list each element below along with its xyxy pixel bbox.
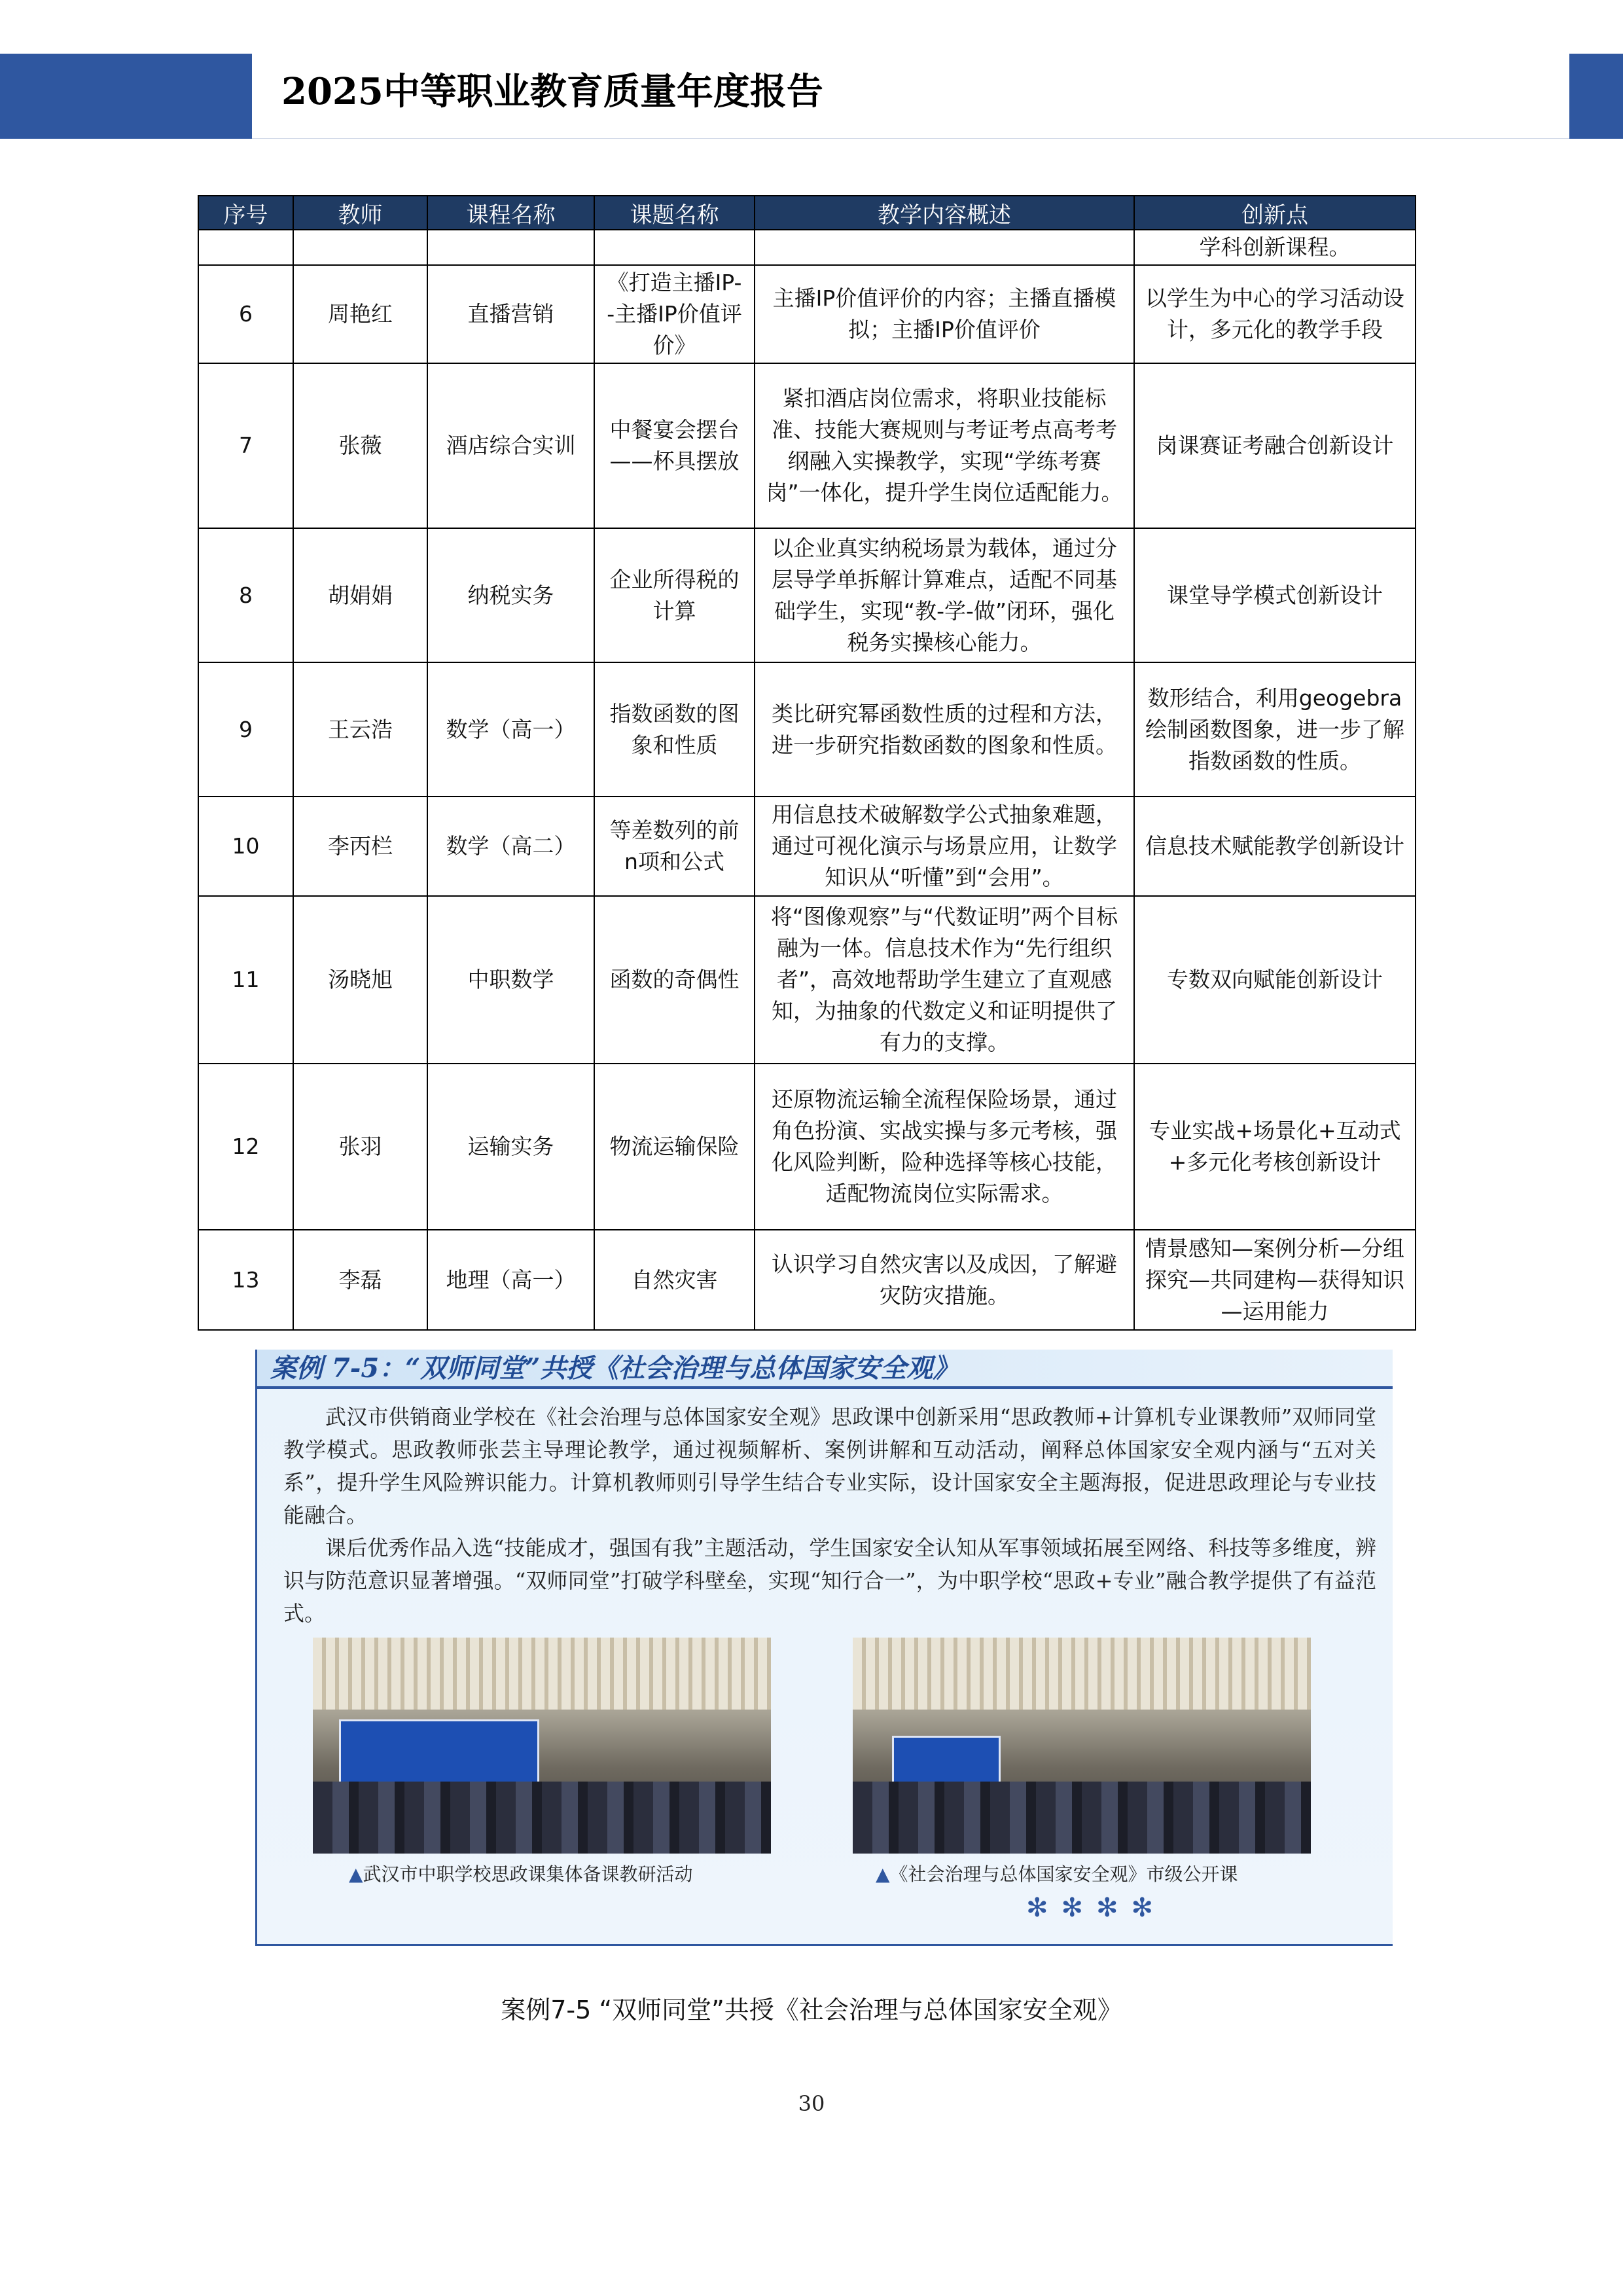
photo-ceiling <box>853 1638 1311 1710</box>
report-title: 2025中等职业教育质量年度报告 <box>281 70 823 113</box>
summary-cell: 紧扣酒店岗位需求，将职业技能标准、技能大赛规则与考证考点高考考纲融入实操教学，实现“学练考赛岗”一体化，提升学生岗位适配能力。 <box>755 363 1134 528</box>
topic-cell: 企业所得税的计算 <box>594 528 755 662</box>
innovation-cell: 信息技术赋能教学创新设计 <box>1134 797 1416 896</box>
table-row <box>198 528 1416 662</box>
innovation-cell: 岗课赛证考融合创新设计 <box>1134 363 1416 528</box>
innovation-cell: 专数双向赋能创新设计 <box>1134 896 1416 1064</box>
summary-cell: 类比研究幂函数性质的过程和方法，进一步研究指数函数的图象和性质。 <box>755 662 1134 797</box>
photo-audience <box>313 1782 771 1854</box>
topic-cell: 《打造主播IP--主播IP价值评价》 <box>594 265 755 363</box>
teacher-cell: 张薇 <box>293 363 427 528</box>
innovation-cell: 数形结合，利用geogebra绘制函数图象，进一步了解指数函数的性质。 <box>1134 662 1416 797</box>
header-accent-left <box>0 54 252 139</box>
summary-cell: 主播IP价值评价的内容；主播直播模拟；主播IP价值评价 <box>755 265 1134 363</box>
header-rule <box>252 138 1569 139</box>
course-cell: 直播营销 <box>427 265 594 363</box>
case-paragraph: 课后优秀作品入选“技能成才，强国有我”主题活动，学生国家安全认知从军事领域拓展至网络、科技等多维度，辨识与防范意识显著增强。“双师同堂”打破学科壁垒，实现“知行合一”，为中职学校“思政+专业”融合教学提供了有益范式。 <box>283 1535 1376 1626</box>
table-row <box>198 265 1416 363</box>
no-cell: 13 <box>198 1230 293 1330</box>
table-row <box>198 363 1416 528</box>
course-cell: 中职数学 <box>427 896 594 1064</box>
case-box <box>255 1350 1393 1946</box>
table-row <box>198 662 1416 797</box>
teacher-cell: 汤晓旭 <box>293 896 427 1064</box>
summary-cell: 以企业真实纳税场景为载体，通过分层导学单拆解计算难点，适配不同基础学生，实现“教-学-做”闭环，强化税务实操核心能力。 <box>755 528 1134 662</box>
teacher-cell: 王云浩 <box>293 662 427 797</box>
table-row <box>198 1230 1416 1330</box>
topic-cell: 物流运输保险 <box>594 1064 755 1230</box>
case-body <box>283 1401 1376 1630</box>
teacher-cell: 张羽 <box>293 1064 427 1230</box>
teacher-cell: 胡娟娟 <box>293 528 427 662</box>
no-cell: 12 <box>198 1064 293 1230</box>
teacher-cell: 李磊 <box>293 1230 427 1330</box>
topic-cell: 指数函数的图象和性质 <box>594 662 755 797</box>
col-header-summary: 教学内容概述 <box>755 196 1134 230</box>
course-cell: 数学（高二） <box>427 797 594 896</box>
course-table <box>198 195 1416 1331</box>
col-header-innovation: 创新点 <box>1134 196 1416 230</box>
innovation-cell: 学科创新课程。 <box>1134 230 1416 265</box>
no-cell: 11 <box>198 896 293 1064</box>
topic-cell: 等差数列的前n项和公式 <box>594 797 755 896</box>
photo-ceiling <box>313 1638 771 1710</box>
col-header-no: 序号 <box>198 196 293 230</box>
topic-cell: 函数的奇偶性 <box>594 896 755 1064</box>
no-cell: 6 <box>198 265 293 363</box>
summary-cell: 还原物流运输全流程保险场景，通过角色扮演、实战实操与多元考核，强化风险判断，险种选择等核心技能，适配物流岗位实际需求。 <box>755 1064 1134 1230</box>
course-cell: 数学（高一） <box>427 662 594 797</box>
table-header-row <box>198 196 1416 230</box>
snowflake-decoration-icon: ✻✻✻✻ <box>1026 1893 1167 1923</box>
teacher-cell: 周艳红 <box>293 265 427 363</box>
course-cell: 地理（高一） <box>427 1230 594 1330</box>
summary-cell: 用信息技术破解数学公式抽象难题，通过可视化演示与场景应用，让数学知识从“听懂”到“会用”。 <box>755 797 1134 896</box>
photo-lesson-prep <box>313 1638 771 1854</box>
table-row <box>198 896 1416 1064</box>
no-cell: 10 <box>198 797 293 896</box>
table-row <box>198 1064 1416 1230</box>
col-header-topic: 课题名称 <box>594 196 755 230</box>
course-cell: 运输实务 <box>427 1064 594 1230</box>
col-header-course: 课程名称 <box>427 196 594 230</box>
summary-cell: 认识学习自然灾害以及成因，了解避灾防灾措施。 <box>755 1230 1134 1330</box>
case-title-bar <box>257 1350 1393 1389</box>
teacher-cell: 李丙栏 <box>293 797 427 896</box>
table-row-continued <box>198 230 1416 265</box>
triangle-icon: ▲ <box>349 1863 363 1885</box>
topic-cell: 中餐宴会摆台——杯具摆放 <box>594 363 755 528</box>
innovation-cell: 课堂导学模式创新设计 <box>1134 528 1416 662</box>
case-title: 案例 7-5：“双师同堂”共授《社会治理与总体国家安全观》 <box>270 1353 959 1384</box>
course-cell: 纳税实务 <box>427 528 594 662</box>
triangle-icon: ▲ <box>876 1863 890 1885</box>
no-cell: 9 <box>198 662 293 797</box>
col-header-teacher: 教师 <box>293 196 427 230</box>
summary-cell: 将“图像观察”与“代数证明”两个目标融为一体。信息技术作为“先行组织者”，高效地帮助学生建立了直观感知，为抽象的代数定义和证明提供了有力的支撑。 <box>755 896 1134 1064</box>
photo-caption: ▲《社会治理与总体国家安全观》市级公开课 <box>876 1863 1238 1885</box>
photo-audience <box>853 1782 1311 1854</box>
no-cell: 7 <box>198 363 293 528</box>
page-number: 30 <box>798 2091 825 2116</box>
innovation-cell: 专业实战+场景化+互动式+多元化考核创新设计 <box>1134 1064 1416 1230</box>
innovation-cell: 以学生为中心的学习活动设计，多元化的教学手段 <box>1134 265 1416 363</box>
table-row <box>198 797 1416 896</box>
figure-caption: 案例7-5 “双师同堂”共授《社会治理与总体国家安全观》 <box>501 1996 1122 2024</box>
topic-cell: 自然灾害 <box>594 1230 755 1330</box>
header-accent-right <box>1569 54 1623 139</box>
no-cell: 8 <box>198 528 293 662</box>
case-paragraph: 武汉市供销商业学校在《社会治理与总体国家安全观》思政课中创新采用“思政教师+计算机专业课教师”双师同堂教学模式。思政教师张芸主导理论教学，通过视频解析、案例讲解和互动活动，阐释总体国家安全观内涵与“五对关系”，提升学生风险辨识能力。计算机教师则引导学生结合专业实际，设计国家安全主题海报，促进思政理论与专业技能融合。 <box>283 1405 1376 1528</box>
course-cell: 酒店综合实训 <box>427 363 594 528</box>
innovation-cell: 情景感知—案例分析—分组探究—共同建构—获得知识—运用能力 <box>1134 1230 1416 1330</box>
photo-caption: ▲武汉市中职学校思政课集体备课教研活动 <box>349 1863 693 1885</box>
photo-open-class <box>853 1638 1311 1854</box>
